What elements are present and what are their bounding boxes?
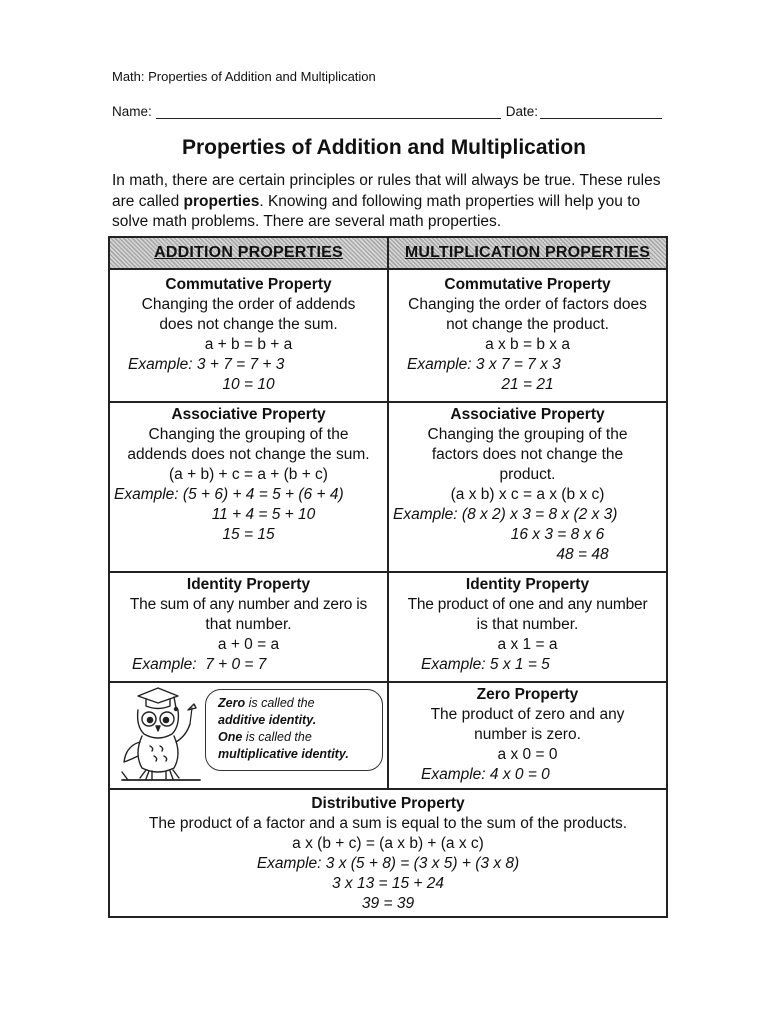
subject-line: Math: Properties of Addition and Multiplication <box>112 69 376 84</box>
name-field[interactable] <box>156 106 501 119</box>
bubble-term: additive identity. <box>218 713 317 727</box>
property-example: Example: 7 + 0 = 7 <box>132 656 267 673</box>
properties-table <box>108 236 668 918</box>
property-title: Identity Property <box>186 576 311 593</box>
property-definition: Changing the grouping of the <box>427 426 628 443</box>
bubble-keyword: One <box>218 730 243 744</box>
commutative-addition-cell <box>110 275 387 395</box>
property-title: Associative Property <box>450 406 605 423</box>
associative-addition-cell <box>110 405 387 545</box>
example-step: 10 = 10 <box>222 376 275 393</box>
property-title: Identity Property <box>465 576 590 593</box>
property-example: Example: 3 x 7 = 7 x 3 <box>407 356 561 373</box>
property-example: Example: (5 + 6) + 4 = 5 + (6 + 4) <box>114 486 344 503</box>
property-rule: a x 1 = a <box>497 636 558 653</box>
property-definition: product. <box>499 466 556 483</box>
property-title: Distributive Property <box>311 795 465 812</box>
multiplication-header-label: MULTIPLICATION PROPERTIES <box>404 244 651 261</box>
property-rule: a + 0 = a <box>217 636 280 653</box>
property-definition: addends does not change the sum. <box>127 446 370 463</box>
property-definition: that number. <box>205 616 292 633</box>
name-date-row <box>112 104 664 119</box>
example-step: 3 x 13 = 15 + 24 <box>331 875 445 892</box>
zero-property-cell <box>389 685 666 785</box>
property-title: Commutative Property <box>444 276 611 293</box>
name-label: Name: <box>112 104 152 119</box>
intro-text: In math, there are certain principles or rules that will always be true. These rules are called <box>112 172 661 210</box>
property-title: Zero Property <box>476 686 579 703</box>
row-divider <box>110 571 666 573</box>
bubble-text: is called the <box>245 696 315 710</box>
date-label: Date: <box>505 104 539 119</box>
addition-header-label: ADDITION PROPERTIES <box>154 244 343 261</box>
intro-text-end: . Knowing and following math properties will help you to solve math problems. There are several math properties. <box>112 192 641 230</box>
property-title: Associative Property <box>171 406 326 423</box>
example-step: 39 = 39 <box>361 895 415 912</box>
row-divider <box>110 681 666 683</box>
property-definition: does not change the sum. <box>159 316 338 333</box>
example-step: 21 = 21 <box>501 376 554 393</box>
date-field[interactable] <box>540 106 662 119</box>
property-example: Example: 5 x 1 = 5 <box>421 656 550 673</box>
property-title: Commutative Property <box>165 276 332 293</box>
property-definition: number is zero. <box>474 726 581 743</box>
property-example: Example: (8 x 2) x 3 = 8 x (2 x 3) <box>393 506 618 523</box>
example-step: 16 x 3 = 8 x 6 <box>510 526 605 543</box>
example-step: 48 = 48 <box>556 546 609 563</box>
example-step: 11 + 4 = 5 + 10 <box>211 506 316 523</box>
identity-multiplication-cell <box>389 575 666 675</box>
property-example: Example: 3 + 7 = 7 + 3 <box>128 356 285 373</box>
property-definition: The product of zero and any <box>430 706 625 723</box>
property-definition: Changing the order of addends <box>141 296 356 313</box>
commutative-multiplication-cell <box>389 275 666 395</box>
property-rule: a x b = b x a <box>485 336 570 353</box>
property-example: Example: 4 x 0 = 0 <box>421 766 550 783</box>
identity-addition-cell <box>110 575 387 675</box>
bubble-term: multiplicative identity. <box>218 747 349 761</box>
property-definition: is that number. <box>476 616 579 633</box>
multiplication-header <box>389 238 666 270</box>
identity-note-bubble <box>205 689 383 771</box>
property-rule: (a + b) + c = a + (b + c) <box>169 466 328 483</box>
property-definition: Changing the grouping of the <box>148 426 349 443</box>
property-definition: not change the product. <box>446 316 609 333</box>
property-rule: a x (b + c) = (a x b) + (a x c) <box>292 835 484 852</box>
property-definition: The product of a factor and a sum is equal to the sum of the products. <box>148 815 628 832</box>
intro-bold-term: properties <box>183 192 260 210</box>
property-rule: a x 0 = 0 <box>497 746 558 763</box>
property-definition: factors does not change the <box>431 446 624 463</box>
property-definition: The product of one and any number <box>407 596 648 613</box>
property-definition: The sum of any number and zero is <box>129 596 368 613</box>
row-divider <box>110 401 666 403</box>
row-divider <box>110 788 666 790</box>
bubble-text: is called the <box>242 730 312 744</box>
distributive-property-cell <box>110 794 666 914</box>
property-example: Example: 3 x (5 + 8) = (3 x 5) + (3 x 8) <box>256 855 520 872</box>
example-step: 15 = 15 <box>222 526 275 543</box>
associative-multiplication-cell <box>389 405 666 565</box>
property-rule: (a x b) x c = a x (b x c) <box>450 486 605 503</box>
page-title: Properties of Addition and Multiplication <box>181 136 587 159</box>
owl-mascot-icon <box>116 684 206 784</box>
property-definition: Changing the order of factors does <box>408 296 647 313</box>
bubble-keyword: Zero <box>218 696 246 710</box>
intro-paragraph <box>112 171 668 233</box>
addition-header <box>110 238 387 270</box>
property-rule: a + b = b + a <box>204 336 293 353</box>
